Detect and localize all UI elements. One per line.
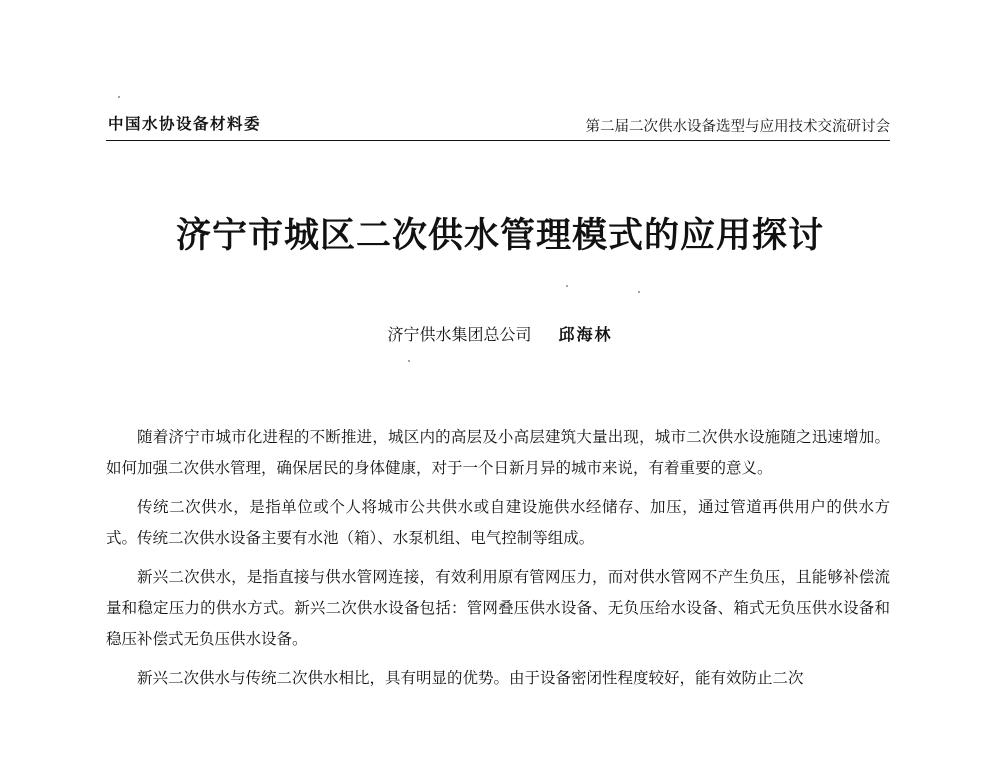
paper-title: 济宁市城区二次供水管理模式的应用探讨: [175, 215, 824, 256]
paragraph: 随着济宁市城市化进程的不断推进，城区内的高层及小高层建筑大量出现，城市二次供水设施随之迅速增加。如何加强二次供水管理，确保居民的身体健康，对于一个日新月异的城市来说，有着重要的意义。: [106, 428, 890, 477]
running-header-left: 中国水协设备材料委: [108, 115, 262, 133]
author-organization: 济宁供水集团总公司: [387, 325, 532, 344]
paragraph: 新兴二次供水，是指直接与供水管网连接，有效利用原有管网压力，而对供水管网不产生负压，且能够补偿流量和稳定压力的供水方式。新兴二次供水设备包括：管网叠压供水设备、无负压给水设备、箱式无负压供水设备和稳压补偿式无负压供水设备。: [106, 568, 890, 648]
paragraph: 传统二次供水，是指单位或个人将城市公共供水或自建设施供水经储存、加压，通过管道再供用户的供水方式。传统二次供水设备主要有水池（箱）、水泵机组、电气控制等组成。: [106, 498, 890, 547]
scan-speck: [638, 291, 640, 293]
scan-speck: [118, 96, 120, 98]
paragraph: 新兴二次供水与传统二次供水相比，具有明显的优势。由于设备密闭性程度较好，能有效防止二次: [137, 669, 804, 687]
byline: [0, 322, 1000, 345]
running-header-right: 第二届二次供水设备选型与应用技术交流研讨会: [585, 119, 890, 135]
scan-speck: [566, 285, 568, 287]
author-name: 邱海林: [558, 325, 613, 344]
body-text: [106, 422, 890, 702]
scan-speck: [408, 360, 410, 362]
header-rule: [106, 140, 890, 141]
